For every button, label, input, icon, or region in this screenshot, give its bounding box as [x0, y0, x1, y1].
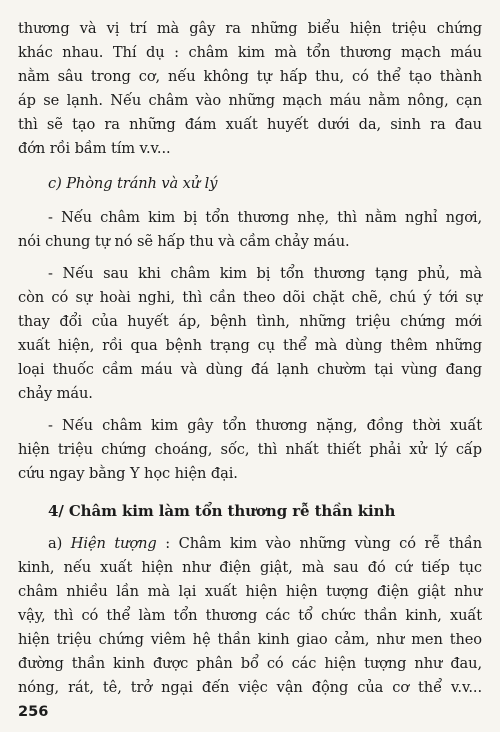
text-line: áp se lạnh. Nếu châm vào những mạch máu nằm nông, cạn [18, 92, 482, 109]
subheading-a-italic: Hiện tượng [70, 535, 157, 552]
text-line: còn có sự hoài nghi, thì cần theo dõi chặt chẽ, chú ý tới sự [18, 289, 482, 306]
text-line: loại thuốc cầm máu và dùng đá lạnh chườm tại vùng đang [18, 361, 482, 378]
page-number: 256 [18, 703, 49, 720]
text-line: đường thần kinh được phân bổ có các hiện tượng như đau, [18, 655, 482, 672]
text-line: thương và vị trí mà gây ra những biểu hiện triệu chứng [18, 20, 482, 37]
text-line: thay đổi của huyết áp, bệnh tình, những triệu chứng mới [18, 313, 482, 330]
subheading-c: c) Phòng tránh và xử lý [48, 175, 218, 192]
text-line: thì sẽ tạo ra những đám xuất huyết dưới da, sinh ra đau [18, 116, 482, 133]
text-line: - Nếu châm kim bị tổn thương nhẹ, thì nằm nghỉ ngơi, [48, 209, 482, 226]
text-line: hiện triệu chứng viêm hệ thần kinh giao cảm, như men theo [18, 631, 482, 648]
text-line: kinh, nếu xuất hiện như điện giật, mà sau đó cứ tiếp tục [18, 559, 482, 576]
text-line: nói chung tự nó sẽ hấp thu và cầm chảy máu. [18, 233, 350, 250]
text-line: nóng, rát, tê, trở ngại đến việc vận động của cơ thể v.v... [18, 679, 482, 696]
text-line: - Nếu châm kim gây tổn thương nặng, đồng thời xuất [48, 417, 482, 434]
text-line: châm nhiều lần mà lại xuất hiện hiện tượng điện giật như [18, 583, 482, 600]
subheading-a-text: : Châm kim vào những vùng có rễ thần [156, 535, 483, 552]
text-line: - Nếu sau khi châm kim bị tổn thương tạng phủ, mà [48, 265, 482, 282]
text-line: vậy, thì có thể làm tổn thương các tổ chức thần kinh, xuất [18, 607, 482, 624]
section-heading: 4/ Châm kim làm tổn thương rễ thần kinh [48, 502, 396, 520]
text-line: đớn rồi bầm tím v.v... [18, 140, 171, 157]
text-line: cứu ngay bằng Y học hiện đại. [18, 465, 238, 482]
subheading-a-line [48, 533, 482, 555]
subheading-a-label: a) [48, 535, 71, 552]
text-line: nằm sâu trong cơ, nếu không tự hấp thu, có thể tạo thành [18, 68, 482, 85]
text-line: xuất hiện, rồi qua bệnh trạng cụ thể mà dùng thêm những [18, 337, 482, 354]
text-line: khác nhau. Thí dụ : châm kim mà tổn thương mạch máu [18, 44, 482, 61]
text-line: hiện triệu chứng choáng, sốc, thì nhất thiết phải xử lý cấp [18, 441, 482, 458]
text-line: chảy máu. [18, 385, 93, 402]
